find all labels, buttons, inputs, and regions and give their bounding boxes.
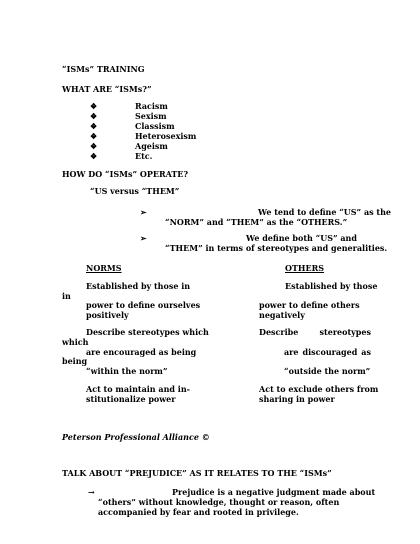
norms-text: power to define ourselves [86, 300, 201, 310]
right-arrow-icon: → [88, 487, 95, 497]
point-line: “THEM” in terms of stereotypes and generalities. [165, 243, 388, 253]
diamond-bullet-icon: ❖ [90, 151, 98, 161]
ism-item: Racism [135, 101, 168, 111]
talk-heading: TALK ABOUT “PREJUDICE” AS IT RELATES TO THE “ISMs” [62, 468, 332, 478]
norms-text: stitutionalize power [86, 394, 176, 404]
norms-text: Describe stereotypes which [86, 327, 209, 337]
others-text: “outside the norm” [284, 366, 371, 376]
norms-text: which [62, 337, 89, 347]
others-text: sharing in power [259, 394, 335, 404]
others-text: Act to exclude others from [259, 384, 379, 394]
ism-item: Etc. [135, 151, 153, 161]
diamond-bullet-icon: ❖ [90, 131, 98, 141]
arrow-bullet-icon: ➢ [140, 207, 147, 217]
ism-item: Classism [135, 121, 175, 131]
arrow-bullet-icon: ➢ [140, 233, 147, 243]
others-text: Describe stereotypes [259, 327, 371, 337]
document-title: “ISMs” TRAINING [62, 64, 145, 74]
norms-text: positively [86, 310, 129, 320]
others-text: are discouraged as [284, 347, 371, 357]
ism-item: Sexism [135, 111, 167, 121]
footer-credit: Peterson Professional Alliance © [62, 432, 210, 442]
ism-item: Heterosexism [135, 131, 197, 141]
how-heading: HOW DO “ISMs” OPERATE? [62, 169, 189, 179]
norms-text: “within the norm” [86, 366, 168, 376]
norms-text: in [62, 291, 71, 301]
diamond-bullet-icon: ❖ [90, 121, 98, 131]
what-heading: WHAT ARE “ISMs?” [62, 84, 152, 94]
prejudice-text: Prejudice is a negative judgment made about [172, 487, 376, 497]
prejudice-text: “others” without knowledge, thought or reason, often [98, 497, 340, 507]
us-versus-them: “US versus “THEM” [90, 186, 180, 196]
diamond-bullet-icon: ❖ [90, 141, 98, 151]
others-header: OTHERS [285, 263, 325, 273]
others-text: Established by those [285, 281, 378, 291]
norms-text: are encouraged as being [86, 347, 197, 357]
point-line: We define both “US” and [246, 233, 357, 243]
diamond-bullet-icon: ❖ [90, 101, 98, 111]
norms-text: Act to maintain and in- [86, 384, 190, 394]
norms-text: Established by those in [86, 281, 191, 291]
ism-item: Ageism [135, 141, 168, 151]
norms-header: NORMS [86, 263, 122, 273]
point-line: “NORM” and “THEM” as the “OTHERS.” [165, 217, 348, 227]
point-line: We tend to define “US” as the [258, 207, 392, 217]
norms-text: being [62, 356, 88, 366]
prejudice-text: accompanied by fear and rooted in privilege. [98, 507, 299, 517]
diamond-bullet-icon: ❖ [90, 111, 98, 121]
others-text: negatively [259, 310, 305, 320]
others-text: power to define others [259, 300, 360, 310]
